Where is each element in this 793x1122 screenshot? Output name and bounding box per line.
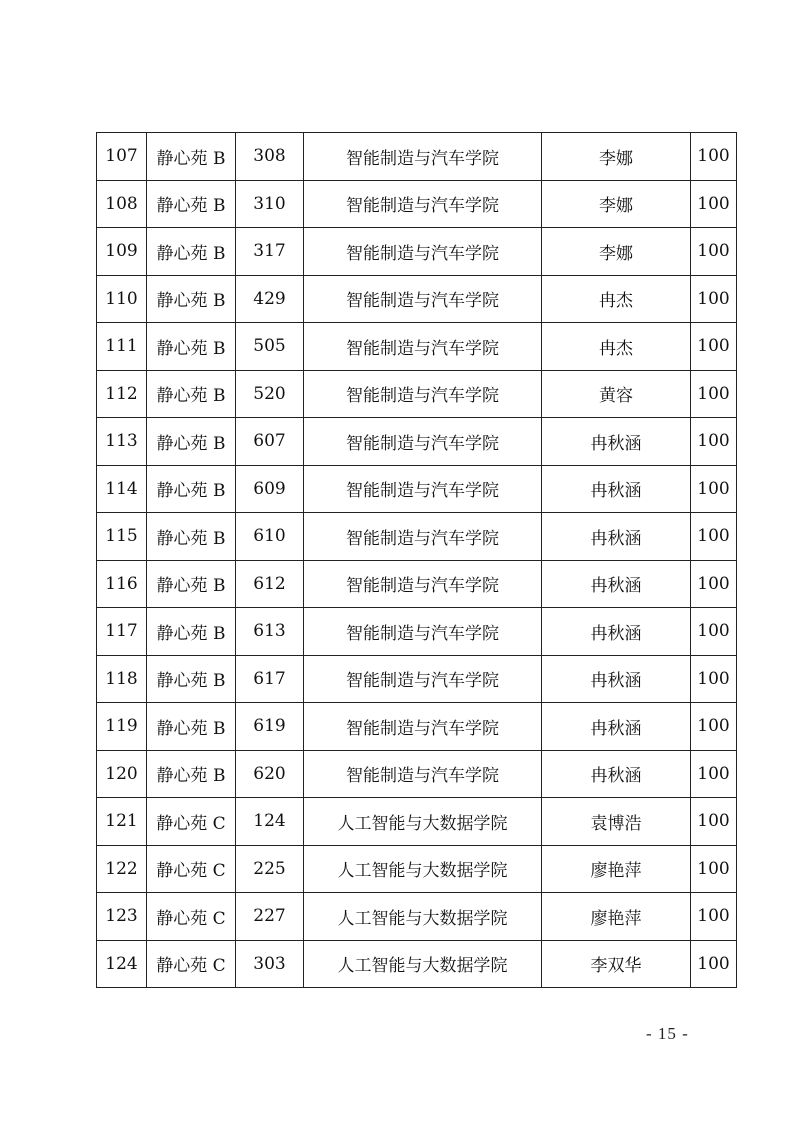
room-cell: 225 (236, 845, 304, 893)
building-cell: 静心苑 C (147, 845, 236, 893)
person-cell: 李娜 (542, 228, 691, 276)
college-cell: 智能制造与汽车学院 (304, 608, 542, 656)
table-row (97, 133, 737, 181)
score-cell: 100 (691, 940, 737, 988)
building-cell: 静心苑 C (147, 940, 236, 988)
score-cell: 100 (691, 560, 737, 608)
room-cell: 505 (236, 323, 304, 371)
table-row (97, 513, 737, 561)
row-number-cell: 124 (97, 940, 147, 988)
room-cell: 429 (236, 275, 304, 323)
room-cell: 303 (236, 940, 304, 988)
person-cell: 李娜 (542, 180, 691, 228)
person-cell: 袁博浩 (542, 798, 691, 846)
row-number-cell: 118 (97, 655, 147, 703)
building-cell: 静心苑 B (147, 418, 236, 466)
score-cell: 100 (691, 750, 737, 798)
person-cell: 冉秋涵 (542, 465, 691, 513)
score-cell: 100 (691, 133, 737, 181)
score-cell: 100 (691, 798, 737, 846)
row-number-cell: 116 (97, 560, 147, 608)
score-cell: 100 (691, 655, 737, 703)
row-number-cell: 110 (97, 275, 147, 323)
college-cell: 智能制造与汽车学院 (304, 560, 542, 608)
row-number-cell: 119 (97, 703, 147, 751)
building-cell: 静心苑 C (147, 893, 236, 941)
row-number-cell: 114 (97, 465, 147, 513)
building-cell: 静心苑 B (147, 228, 236, 276)
room-cell: 308 (236, 133, 304, 181)
college-cell: 智能制造与汽车学院 (304, 180, 542, 228)
college-cell: 人工智能与大数据学院 (304, 798, 542, 846)
table-row (97, 560, 737, 608)
score-cell: 100 (691, 703, 737, 751)
table-row (97, 608, 737, 656)
room-cell: 620 (236, 750, 304, 798)
table-row (97, 750, 737, 798)
row-number-cell: 122 (97, 845, 147, 893)
room-cell: 310 (236, 180, 304, 228)
row-number-cell: 109 (97, 228, 147, 276)
building-cell: 静心苑 B (147, 750, 236, 798)
score-cell: 100 (691, 180, 737, 228)
room-cell: 619 (236, 703, 304, 751)
building-cell: 静心苑 B (147, 133, 236, 181)
table-body (97, 133, 737, 988)
room-cell: 617 (236, 655, 304, 703)
table-row (97, 798, 737, 846)
table-row (97, 275, 737, 323)
row-number-cell: 108 (97, 180, 147, 228)
college-cell: 智能制造与汽车学院 (304, 228, 542, 276)
person-cell: 廖艳萍 (542, 893, 691, 941)
college-cell: 智能制造与汽车学院 (304, 465, 542, 513)
college-cell: 人工智能与大数据学院 (304, 893, 542, 941)
person-cell: 冉秋涵 (542, 655, 691, 703)
building-cell: 静心苑 B (147, 655, 236, 703)
college-cell: 智能制造与汽车学院 (304, 513, 542, 561)
building-cell: 静心苑 B (147, 465, 236, 513)
building-cell: 静心苑 B (147, 370, 236, 418)
person-cell: 冉秋涵 (542, 703, 691, 751)
college-cell: 智能制造与汽车学院 (304, 133, 542, 181)
room-cell: 227 (236, 893, 304, 941)
table-row (97, 465, 737, 513)
college-cell: 人工智能与大数据学院 (304, 940, 542, 988)
table-row (97, 228, 737, 276)
person-cell: 冉杰 (542, 275, 691, 323)
score-cell: 100 (691, 418, 737, 466)
room-cell: 124 (236, 798, 304, 846)
person-cell: 冉杰 (542, 323, 691, 371)
person-cell: 冉秋涵 (542, 560, 691, 608)
person-cell: 李娜 (542, 133, 691, 181)
score-cell: 100 (691, 465, 737, 513)
building-cell: 静心苑 B (147, 275, 236, 323)
room-cell: 609 (236, 465, 304, 513)
row-number-cell: 115 (97, 513, 147, 561)
building-cell: 静心苑 B (147, 608, 236, 656)
person-cell: 黄容 (542, 370, 691, 418)
score-cell: 100 (691, 608, 737, 656)
table-row (97, 180, 737, 228)
score-cell: 100 (691, 845, 737, 893)
row-number-cell: 113 (97, 418, 147, 466)
room-cell: 610 (236, 513, 304, 561)
room-cell: 607 (236, 418, 304, 466)
score-cell: 100 (691, 513, 737, 561)
building-cell: 静心苑 C (147, 798, 236, 846)
person-cell: 冉秋涵 (542, 513, 691, 561)
person-cell: 冉秋涵 (542, 608, 691, 656)
row-number-cell: 123 (97, 893, 147, 941)
score-cell: 100 (691, 275, 737, 323)
table-row (97, 370, 737, 418)
person-cell: 廖艳萍 (542, 845, 691, 893)
college-cell: 智能制造与汽车学院 (304, 275, 542, 323)
table-row (97, 703, 737, 751)
person-cell: 李双华 (542, 940, 691, 988)
score-cell: 100 (691, 228, 737, 276)
page-number: - 15 - (646, 1024, 689, 1043)
row-number-cell: 112 (97, 370, 147, 418)
college-cell: 智能制造与汽车学院 (304, 703, 542, 751)
row-number-cell: 120 (97, 750, 147, 798)
score-cell: 100 (691, 370, 737, 418)
college-cell: 智能制造与汽车学院 (304, 418, 542, 466)
building-cell: 静心苑 B (147, 703, 236, 751)
college-cell: 人工智能与大数据学院 (304, 845, 542, 893)
building-cell: 静心苑 B (147, 180, 236, 228)
table-row (97, 418, 737, 466)
room-cell: 520 (236, 370, 304, 418)
dormitory-score-table (96, 132, 737, 988)
person-cell: 冉秋涵 (542, 418, 691, 466)
row-number-cell: 121 (97, 798, 147, 846)
table-row (97, 655, 737, 703)
college-cell: 智能制造与汽车学院 (304, 750, 542, 798)
building-cell: 静心苑 B (147, 323, 236, 371)
row-number-cell: 117 (97, 608, 147, 656)
room-cell: 613 (236, 608, 304, 656)
person-cell: 冉秋涵 (542, 750, 691, 798)
table-row (97, 940, 737, 988)
score-cell: 100 (691, 323, 737, 371)
room-cell: 317 (236, 228, 304, 276)
table-row (97, 893, 737, 941)
college-cell: 智能制造与汽车学院 (304, 655, 542, 703)
row-number-cell: 107 (97, 133, 147, 181)
room-cell: 612 (236, 560, 304, 608)
table-row (97, 323, 737, 371)
table-row (97, 845, 737, 893)
building-cell: 静心苑 B (147, 513, 236, 561)
college-cell: 智能制造与汽车学院 (304, 323, 542, 371)
score-cell: 100 (691, 893, 737, 941)
building-cell: 静心苑 B (147, 560, 236, 608)
row-number-cell: 111 (97, 323, 147, 371)
college-cell: 智能制造与汽车学院 (304, 370, 542, 418)
